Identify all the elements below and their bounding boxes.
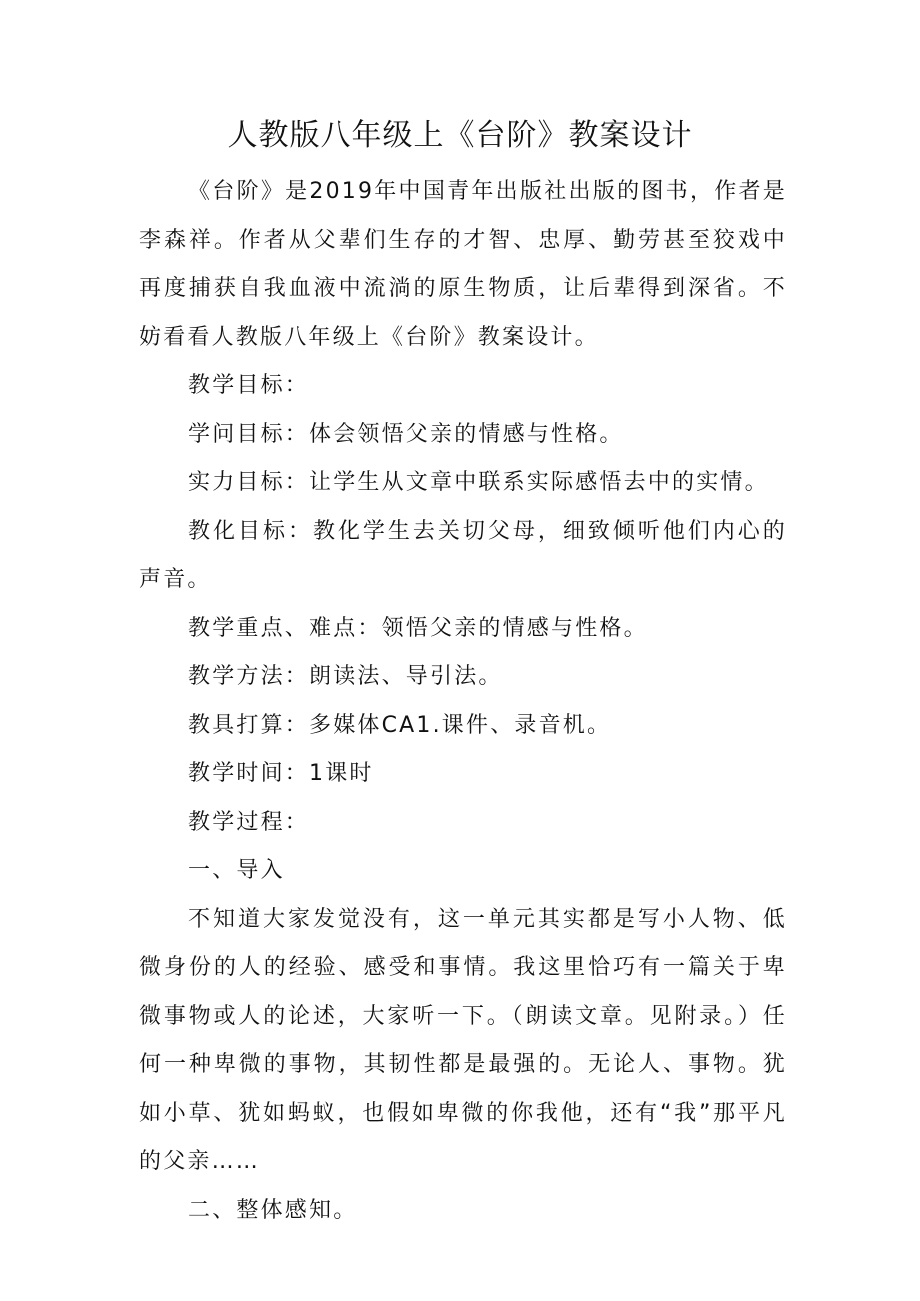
teaching-time: 教学时间：1课时	[188, 761, 374, 786]
key-points: 教学重点、难点：领悟父亲的情感与性格。	[188, 615, 648, 641]
education-goal: 教化目标：教化学生去关切父母，细致倾听他们内心的声音。	[139, 518, 787, 592]
teaching-aids: 教具打算：多媒体CA1.课件、录音机。	[188, 712, 612, 738]
ability-goal: 实力目标：让学生从文章中联系实际感悟去中的实情。	[188, 470, 769, 495]
section-heading-overall: 二、整体感知。	[188, 1197, 358, 1223]
document-body	[139, 168, 787, 1235]
intro-paragraph: 《台阶》是2019年中国青年出版社出版的图书，作者是李森祥。作者从父辈们生存的才智、忠厚、勤劳甚至狡戏中再度捕获自我血液中流淌的原生物质，让后辈得到深省。不妨看看人教版八年级上《台阶》教案设计。	[139, 179, 787, 350]
intro-section-paragraph: 不知道大家发觉没有，这一单元其实都是写小人物、低微身份的人的经验、感受和事情。我这里恰巧有一篇关于卑微事物或人的论述，大家听一下。（朗读文章。见附录。）任何一种卑微的事物，其韧性都是最强的。无论人、事物。犹如小草、犹如蚂蚁，也假如卑微的你我他，还有“我”那平凡的父亲……	[139, 906, 787, 1174]
teaching-goals-heading: 教学目标：	[188, 373, 310, 398]
teaching-process-heading: 教学过程：	[188, 809, 310, 835]
teaching-methods: 教学方法：朗读法、导引法。	[188, 664, 503, 689]
section-heading-intro: 一、导入	[188, 858, 285, 883]
document-title: 人教版八年级上《台阶》教案设计	[227, 118, 693, 153]
knowledge-goal: 学问目标：体会领悟父亲的情感与性格。	[188, 421, 624, 447]
